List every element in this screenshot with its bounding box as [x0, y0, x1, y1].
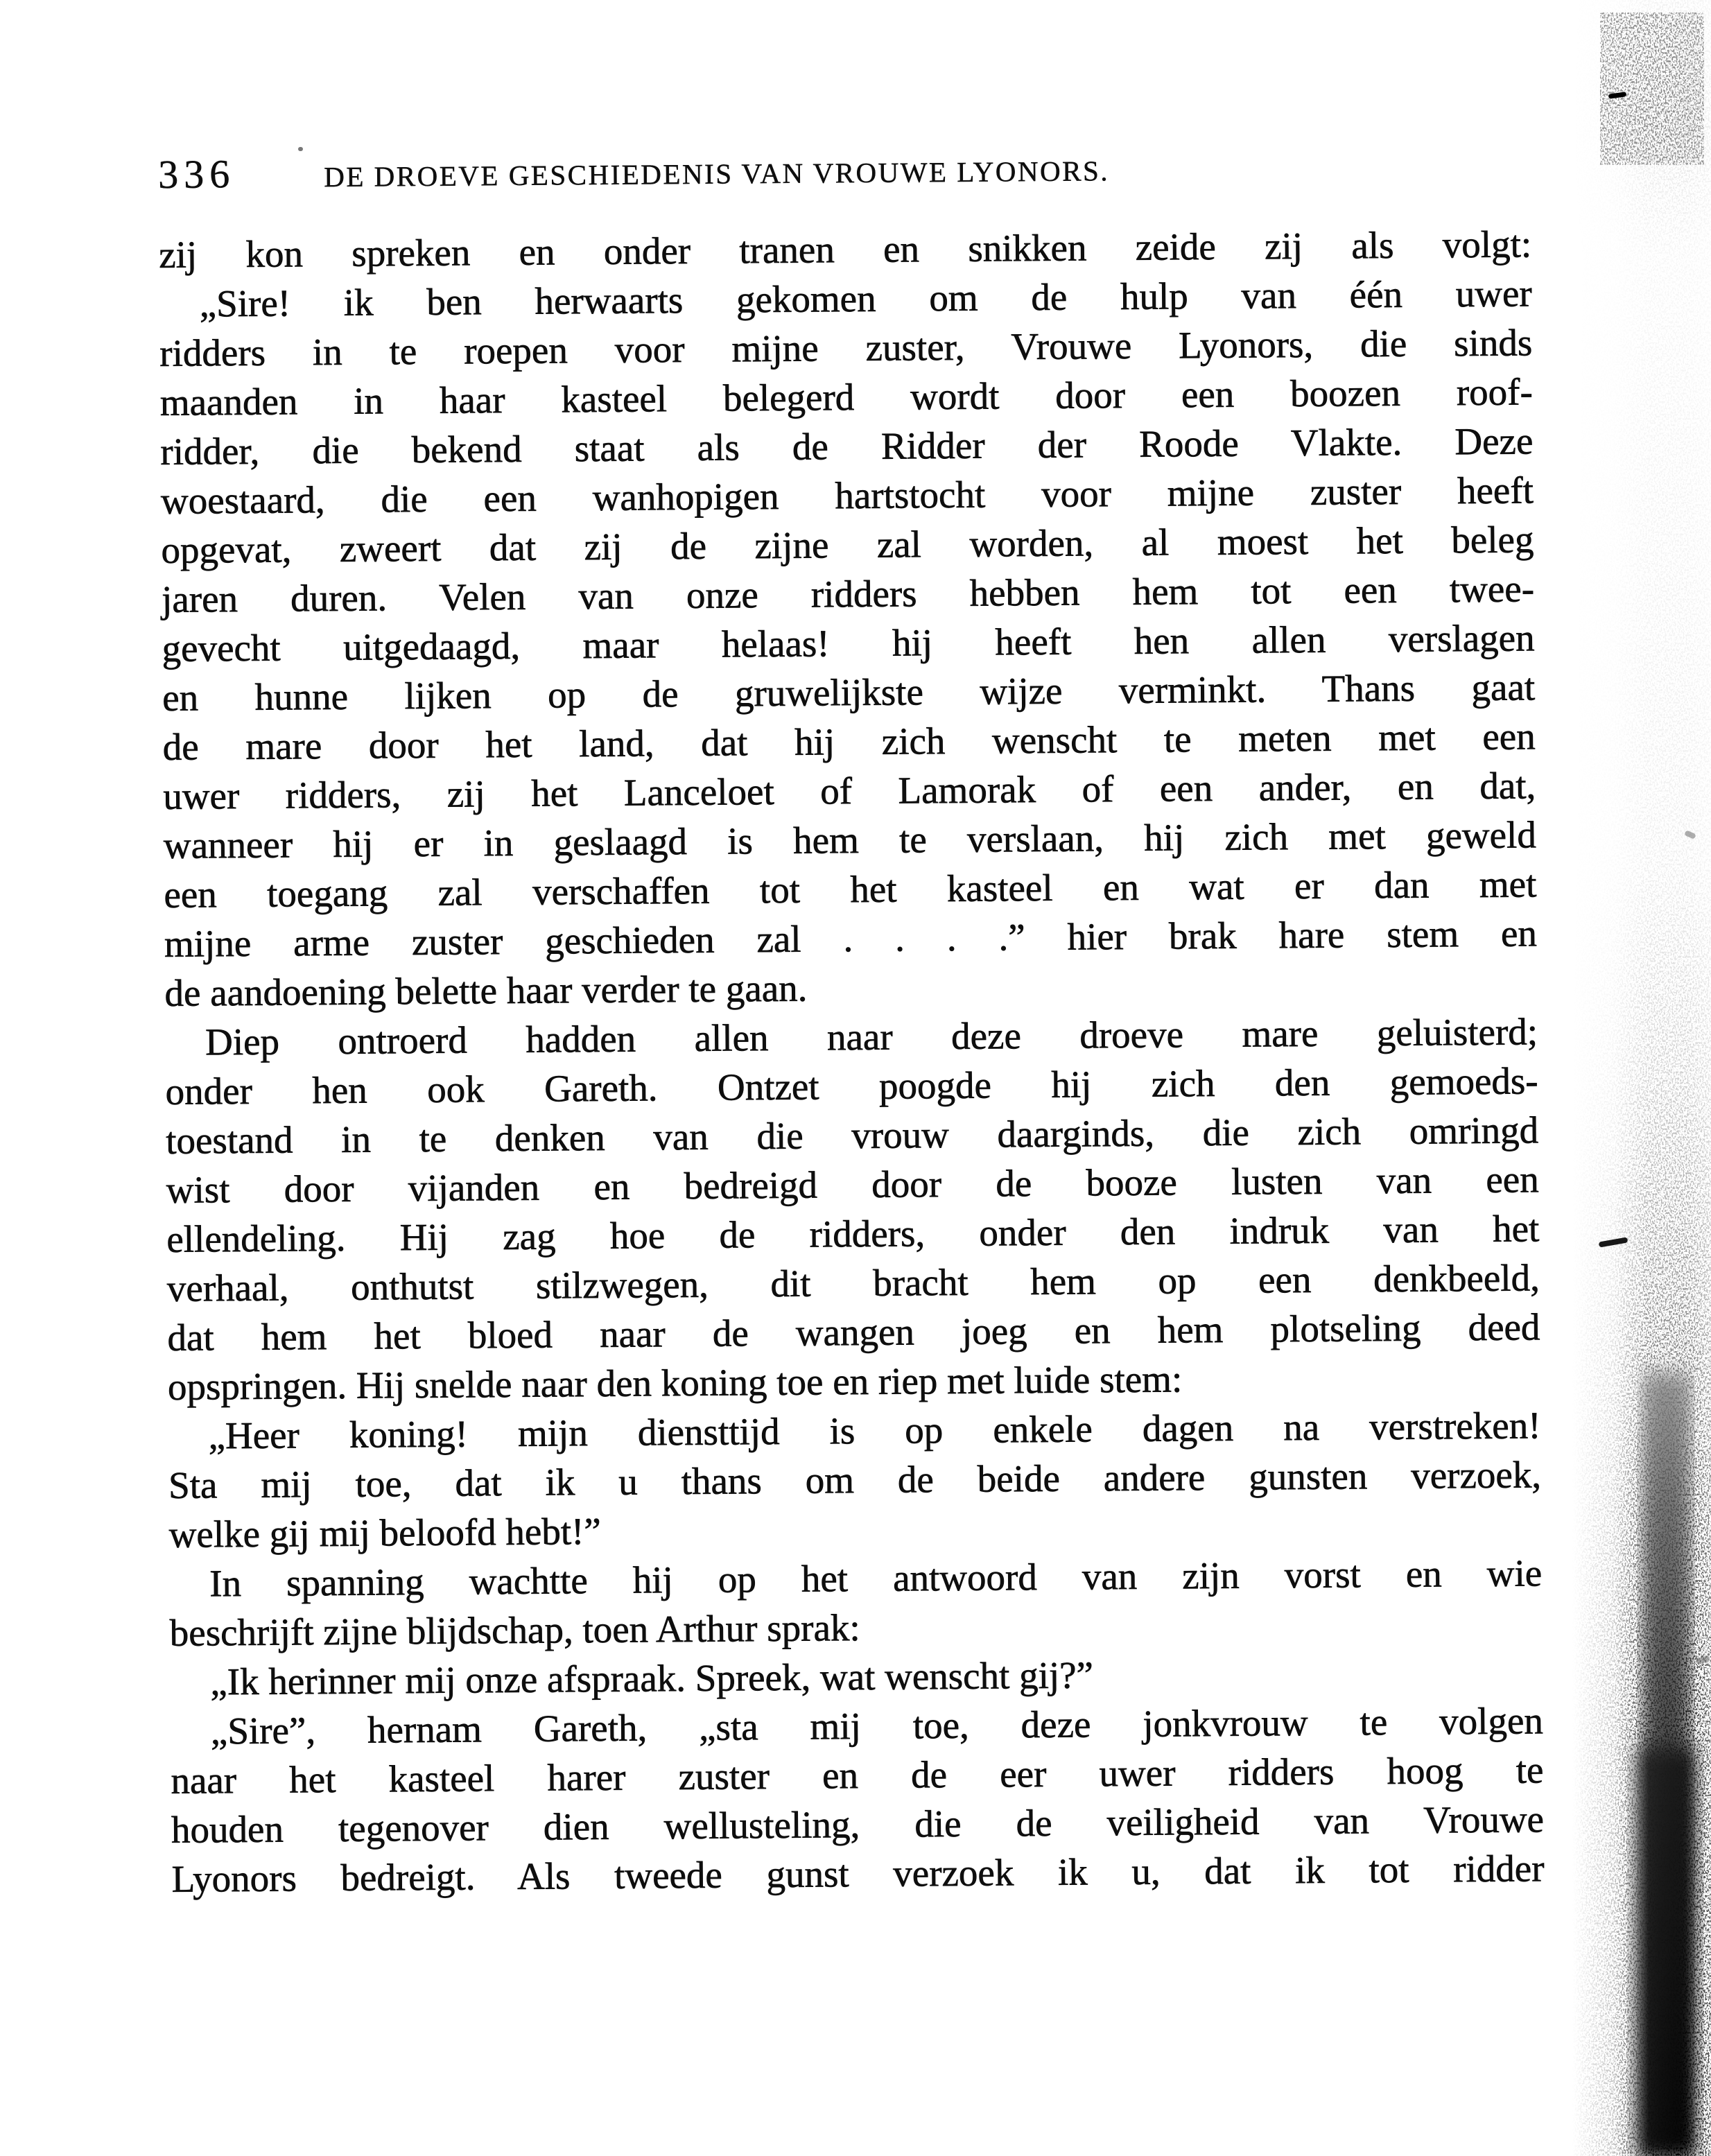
text-line: en hunne lijken op de gruwelijkste wijze verminkt. Thans gaat — [162, 666, 1536, 719]
text-line: de mare door het land, dat hij zich wenscht te meten met een — [162, 715, 1536, 768]
text-line: Sta mij toe, dat ik u thans om de beide andere gunsten verzoek, — [168, 1453, 1542, 1506]
text-line: uwer ridders, zij het Lanceloet of Lamorak of een ander, en dat, — [163, 764, 1536, 817]
text-line: dat hem het bloed naar de wangen joeg en hem plotseling deed — [167, 1305, 1540, 1359]
text-line: een toegang zal verschaffen tot het kasteel en wat er dan met — [164, 862, 1537, 916]
text-line: opgevat, zweert dat zij de zijne zal worden, al moest het beleg — [161, 518, 1534, 571]
text-line: naar het kasteel harer zuster en de eer uwer ridders hoog te — [171, 1748, 1544, 1802]
text-line: „Sire! ik ben herwaarts gekomen om de hulp van één uwer — [199, 272, 1532, 325]
running-head-row — [158, 140, 1531, 211]
running-header-title: DE DROEVE GESCHIEDENIS VAN VROUWE LYONORS. — [324, 155, 1110, 193]
scan-smudge-artifact — [1684, 830, 1696, 840]
text-line: de aandoening belette haar verder te gaan. — [164, 966, 808, 1014]
text-line: Diep ontroerd hadden allen naar deze droeve mare geluisterd; — [205, 1010, 1538, 1063]
text-line: woestaard, die een wanhopigen hartstocht voor mijne zuster heeft — [160, 469, 1534, 522]
text-line: toestand in te denken van die vrouw daarginds, die zich omringd — [165, 1109, 1539, 1162]
text-line: maanden in haar kasteel belegerd wordt door een boozen roof- — [159, 370, 1534, 424]
text-line: jaren duren. Velen van onze ridders hebben hem tot een twee- — [161, 567, 1535, 620]
text-line: ellendeling. Hij zag hoe de ridders, onder den indruk van het — [166, 1207, 1540, 1260]
text-line: „Ik herinner mij onze afspraak. Spreek, wat wenscht gij?” — [210, 1653, 1094, 1703]
text-line: Lyonors bedreigt. Als tweede gunst verzoek ik u, dat ik tot ridder — [171, 1847, 1545, 1900]
scan-noise-band — [1572, 0, 1711, 2156]
text-line: onder hen ook Gareth. Ontzet poogde hij zich den gemoeds- — [165, 1059, 1538, 1113]
text-line: welke gij mij beloofd hebt!” — [168, 1510, 602, 1556]
scan-smudge-artifact — [1695, 1655, 1710, 1665]
text-line: houden tegenover dien wellusteling, die de veiligheid van Vrouwe — [171, 1798, 1545, 1851]
text-line: wanneer hij er in geslaagd is hem te verslaan, hij zich met geweld — [163, 813, 1537, 867]
text-line: wist door vijanden en bedreigd door de booze lusten van een — [166, 1158, 1539, 1211]
text-line: zij kon spreken en onder tranen en snikken zeide zij als volgt: — [158, 223, 1532, 276]
text-line: opspringen. Hij snelde naar den koning toe en riep met luide stem: — [167, 1357, 1183, 1408]
text-line: beschrijft zijne blijdschap, toen Arthur sprak: — [169, 1606, 860, 1654]
noise-fade-group — [1572, 0, 1711, 2156]
text-line: „Sire”, hernam Gareth, „sta mij toe, deze jonkvrouw te volgen — [210, 1699, 1544, 1753]
top-corner-speckles — [1600, 12, 1704, 165]
page-number: 336 — [158, 151, 236, 197]
text-line: mijne arme zuster geschieden zal . . . .” hier brak hare stem en — [164, 912, 1538, 965]
text-line: verhaal, onthutst stilzwegen, dit bracht hem op een denkbeeld, — [166, 1256, 1540, 1310]
page-content — [158, 140, 1545, 1903]
text-line: ridders in te roepen voor mijne zuster, Vrouwe Lyonors, die sinds — [159, 321, 1533, 374]
text-line: ridder, die bekend staat als de Ridder der Roode Vlakte. Deze — [160, 419, 1534, 473]
text-line: In spanning wachtte hij op het antwoord van zijn vorst en wie — [209, 1551, 1543, 1605]
text-line: „Heer koning! mijn diensttijd is op enkele dagen na verstreken! — [208, 1404, 1541, 1457]
scan-dash-artifact — [1608, 92, 1627, 99]
text-block — [159, 219, 1545, 1903]
text-line: gevecht uitgedaagd, maar helaas! hij heeft hen allen verslagen — [162, 616, 1535, 670]
scan-dash-artifact — [1599, 1237, 1629, 1247]
